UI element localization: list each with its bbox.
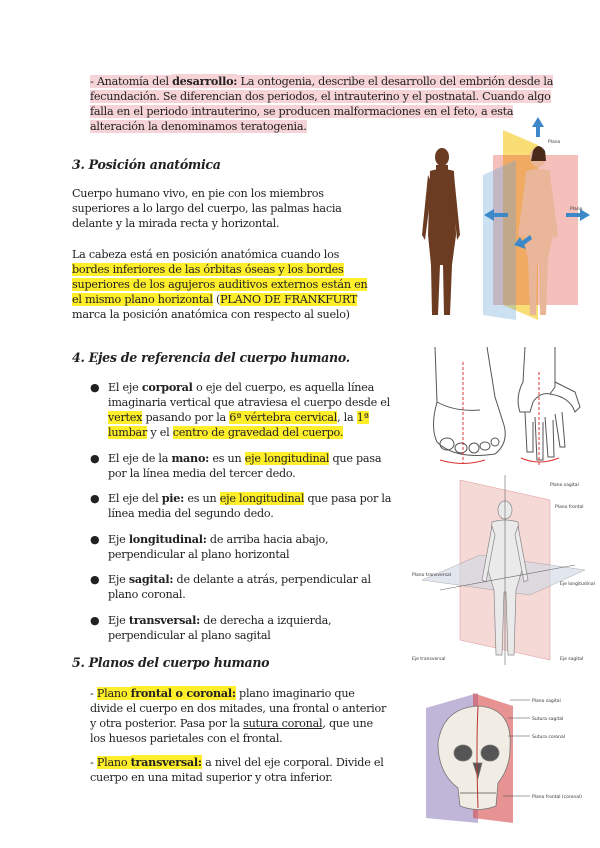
t: - — [90, 687, 97, 700]
t: Eje — [108, 573, 129, 586]
bullet-dot: ● — [90, 533, 100, 546]
t: pie: — [161, 491, 185, 505]
axis-item-longitudinal — [108, 532, 398, 562]
bullet-dot: ● — [90, 452, 100, 465]
svg-text:Plano: Plano — [570, 207, 583, 212]
section3-title: 3. Posición anatómica — [72, 157, 221, 172]
t: de derecha a izquierda, perpendicular al plano sagital — [108, 614, 332, 642]
t: de delante a atrás, perpendicular al plano coronal. — [108, 573, 371, 601]
skull-label-2: Sutura coronal — [532, 735, 565, 740]
planes-label-1: Plano frontal — [555, 505, 584, 510]
bullet-dot: ● — [90, 573, 100, 586]
t: o eje del cuerpo, es aquella línea imaginaria vertical que atraviesa el cuerpo desde el — [108, 381, 390, 409]
male-figure — [422, 148, 460, 315]
hl: 6ª vértebra cervical — [229, 411, 338, 424]
t: longitudinal: — [128, 532, 207, 546]
hl: Plano — [96, 756, 131, 769]
bullet-dot: ● — [90, 492, 100, 505]
body-planes-figure — [410, 470, 595, 670]
p2-highlight: bordes inferiores de las órbitas óseas y los bordes superiores de los agujeros auditivos externos están en el mismo plano horizontal — [72, 263, 368, 306]
t: y el — [147, 426, 173, 439]
intro-text: La ontogenia, describe el desarrollo del embrión desde la fecundación. Se diferencian dos periodos, el intrauterino y el postnatal. Cuando algo falla en el periodo intrauterino, se producen malformaciones en el feto, a esta alteración la denominamos teratogenia. — [90, 75, 554, 133]
t: El eje — [108, 381, 142, 394]
t: de arriba hacia abajo, perpendicular al plano horizontal — [108, 533, 329, 561]
axis-item-transversal — [108, 613, 398, 643]
plane-frontal-text — [90, 686, 390, 746]
section3-p1: Cuerpo humano vivo, en pie con los miembros superiores a lo largo del cuerpo, las palmas hacia delante y la mirada recta y horizontal. — [72, 187, 342, 230]
axis-item-sagital — [108, 572, 398, 602]
t: El eje del — [108, 492, 162, 505]
t: Eje — [108, 533, 129, 546]
skull-label-3: Plano frontal (coronal) — [532, 795, 583, 800]
bullet-dot: ● — [90, 381, 100, 394]
t: a nivel del eje corporal. Divide el cuerpo en una mitad superior y otra inferior. — [90, 756, 384, 784]
skull-label-0: Plano sagital — [532, 699, 561, 704]
t: corporal — [141, 380, 193, 394]
t: es un — [209, 452, 245, 465]
skull-planes-figure — [418, 688, 595, 828]
t: El eje de la — [108, 452, 172, 465]
skull-label-1: Sutura sagital — [532, 717, 564, 722]
t: - — [90, 756, 97, 769]
bullet-dot: ● — [90, 614, 100, 627]
planes-label-2: Plano transversal — [412, 573, 451, 578]
planes-label-3: Eje longitudinal — [560, 582, 595, 587]
t: que pasa por la línea media del tercer dedo. — [108, 452, 382, 480]
t: sagital: — [128, 572, 174, 586]
hl: frontal o coronal: — [130, 686, 236, 700]
anatomical-position-figure — [398, 115, 593, 325]
hl: vertex — [108, 411, 143, 424]
frankfurt-highlight: PLANO DE FRANKFURT — [220, 293, 358, 306]
hl: eje longitudinal — [244, 452, 330, 465]
section5-title: 5. Planos del cuerpo humano — [72, 655, 270, 670]
foot-hand-figure — [425, 342, 595, 467]
planes-label-0: Plano sagital — [550, 483, 579, 488]
svg-text:Plano: Plano — [548, 140, 561, 145]
sutura-coronal-underline: sutura coronal — [243, 717, 323, 730]
t: que pasa por la línea media del segundo dedo. — [108, 492, 392, 520]
planes-label-4: Eje sagital — [560, 657, 584, 662]
t: mano: — [171, 451, 210, 465]
t: plano imaginario que divide el cuerpo en dos mitades, una frontal o anterior y otra posterior. Pasa por la — [90, 687, 387, 730]
t: es un — [184, 492, 220, 505]
intro-term: desarrollo: — [172, 74, 238, 88]
t: , que une los huesos parietales con el frontal. — [90, 717, 373, 745]
hl: eje longitudinal — [219, 492, 305, 505]
axis-item-pie — [108, 491, 398, 521]
hand-drawing — [518, 347, 580, 460]
axis-item-corporal — [108, 380, 408, 440]
hl: 1ª lumbar — [108, 411, 369, 439]
intro-prefix: - Anatomía del — [90, 75, 173, 88]
axis-item-mano — [108, 451, 398, 481]
section4-title: 4. Ejes de referencia del cuerpo humano. — [72, 350, 350, 365]
hl: transversal: — [130, 755, 202, 769]
planes-label-5: Eje transversal — [412, 657, 446, 662]
p2-b: ( — [212, 293, 221, 306]
p2-a: La cabeza está en posición anatómica cuando los — [72, 248, 340, 261]
section3-p2 — [72, 247, 377, 322]
t: transversal: — [128, 613, 200, 627]
t: pasando por la — [142, 411, 230, 424]
sagittal-plane-blue — [483, 160, 516, 320]
t: , la — [337, 411, 357, 424]
p2-c: marca la posición anatómica con respecto al suelo) — [72, 308, 350, 321]
hl: Plano — [96, 687, 131, 700]
plane-transversal-text — [90, 755, 395, 785]
t: Eje — [108, 614, 129, 627]
hl: centro de gravedad del cuerpo. — [172, 426, 344, 439]
foot-drawing — [434, 347, 506, 456]
